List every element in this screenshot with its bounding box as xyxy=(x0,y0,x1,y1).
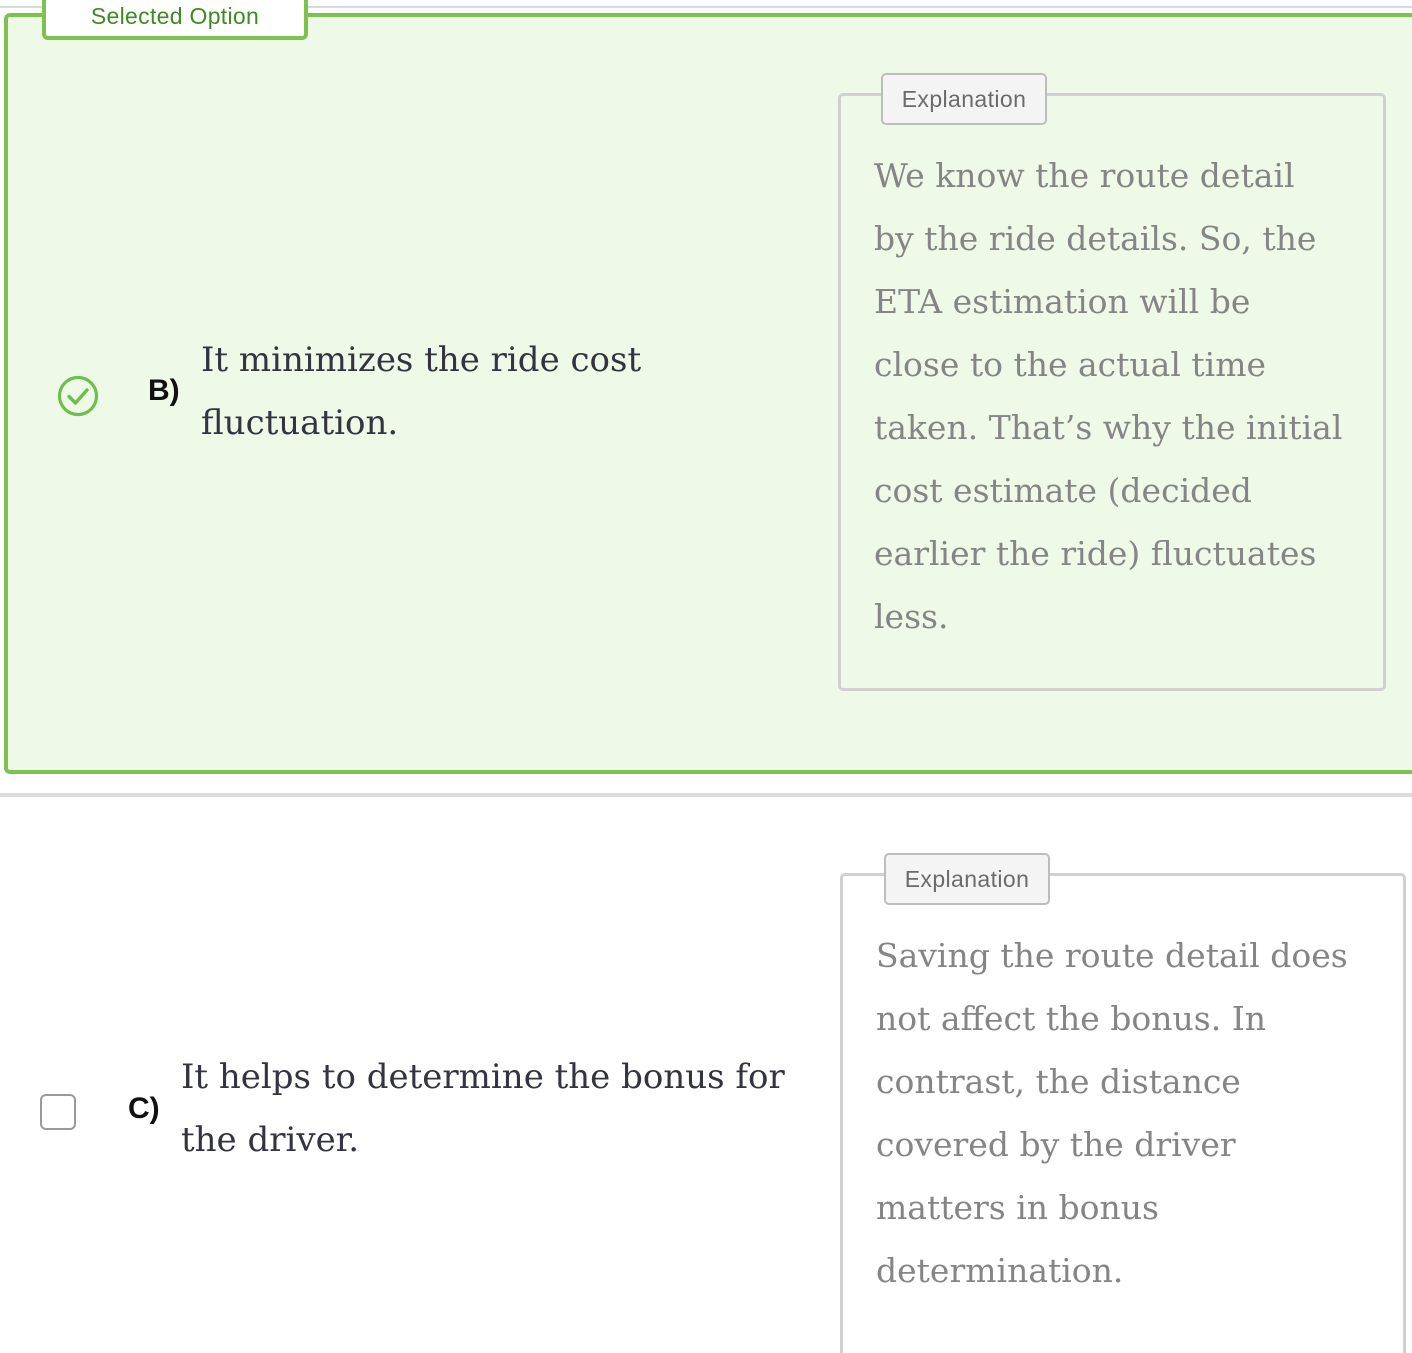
explanation-line: taken. That’s why the initial xyxy=(874,408,1343,447)
option-c-checkbox[interactable] xyxy=(40,1094,76,1130)
option-b-explanation-tag: Explanation xyxy=(881,73,1047,125)
explanation-line: earlier the ride) fluctuates xyxy=(874,534,1317,573)
explanation-line: determination. xyxy=(876,1251,1124,1290)
explanation-line: matters in bonus xyxy=(876,1188,1159,1227)
explanation-line: cost estimate (decided xyxy=(874,471,1252,510)
option-c-letter: C) xyxy=(128,1092,160,1125)
explanation-line: not affect the bonus. In xyxy=(876,999,1266,1038)
option-c-explanation-text xyxy=(876,924,1386,1302)
explanation-line: contrast, the distance xyxy=(876,1062,1241,1101)
option-c-text-line: the driver. xyxy=(181,1120,360,1160)
explanation-line: covered by the driver xyxy=(876,1125,1236,1164)
option-c-text-line: It helps to determine the bonus for xyxy=(181,1057,785,1097)
option-b-text[interactable] xyxy=(201,329,641,455)
section-divider xyxy=(0,793,1412,797)
explanation-line: close to the actual time xyxy=(874,345,1267,384)
explanation-line: less. xyxy=(874,597,949,636)
option-b-letter: B) xyxy=(148,374,180,407)
explanation-line: by the ride details. So, the xyxy=(874,219,1317,258)
explanation-line: We know the route detail xyxy=(874,156,1295,195)
selected-option-tag: Selected Option xyxy=(42,0,308,40)
explanation-line: ETA estimation will be xyxy=(874,282,1251,321)
option-b-text-line: It minimizes the ride cost xyxy=(201,340,642,380)
check-circle-icon xyxy=(56,374,100,418)
option-b-text-line: fluctuation. xyxy=(201,403,399,443)
explanation-line: Saving the route detail does xyxy=(876,936,1348,975)
option-c-text[interactable] xyxy=(181,1046,785,1172)
option-c-explanation-tag: Explanation xyxy=(884,853,1050,905)
option-b-explanation-text xyxy=(874,144,1374,648)
